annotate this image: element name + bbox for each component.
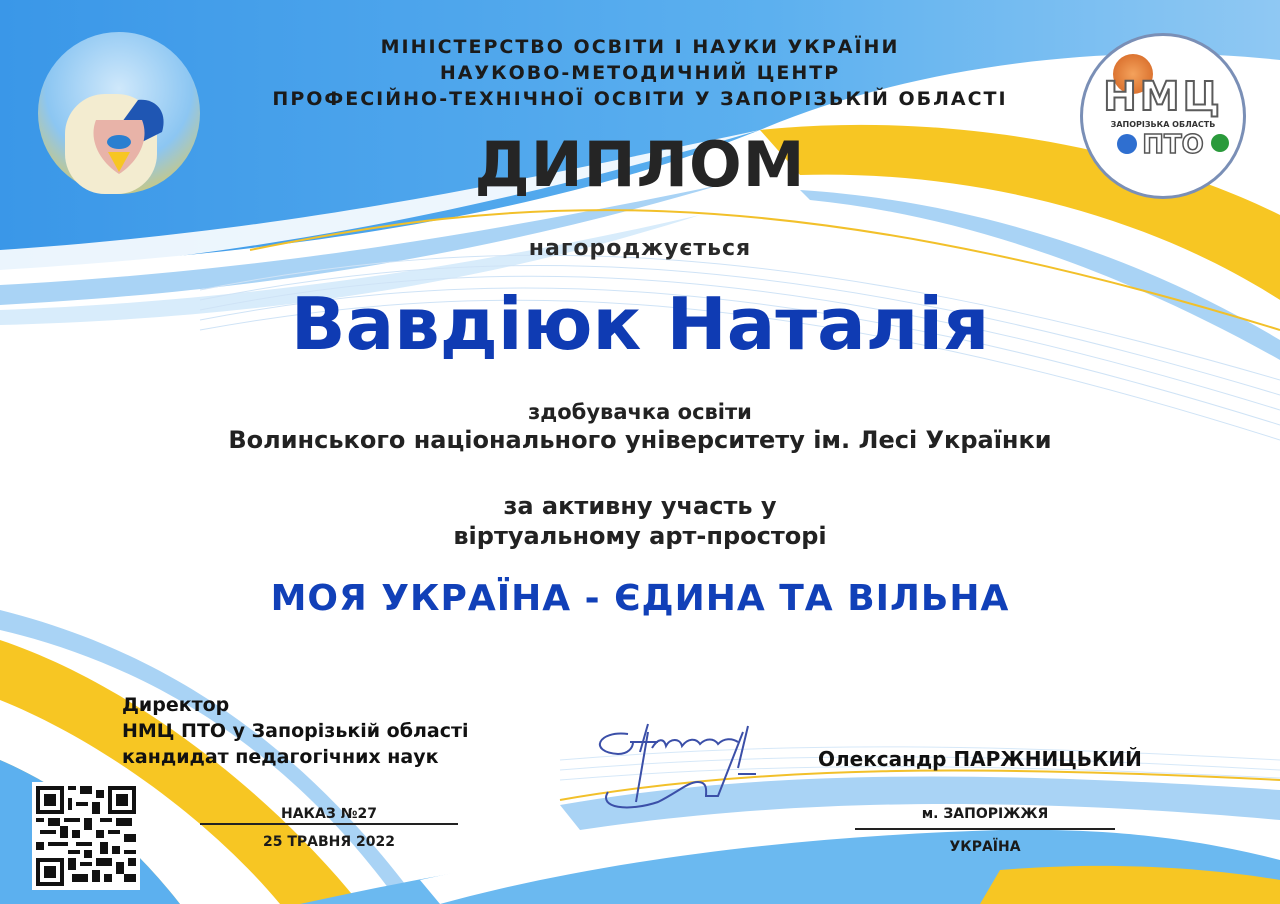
recipient-name: Вавдіюк Наталія	[290, 282, 990, 366]
ministry-header	[0, 34, 1280, 112]
event-title: МОЯ УКРАЇНА - ЄДИНА ТА ВІЛЬНА	[270, 578, 1010, 619]
country: УКРАЇНА	[949, 839, 1021, 855]
header-line-1: МІНІСТЕРСТВО ОСВІТИ І НАУКИ УКРАЇНИ	[380, 36, 900, 58]
signatory-org: НМЦ ПТО у Запорізькій області	[122, 720, 469, 742]
diploma-title: ДИПЛОМ	[474, 128, 806, 201]
signatory-name: Олександр ПАРЖНИЦЬКИЙ	[818, 747, 1142, 771]
logo-region-text: ЗАПОРІЗЬКА ОБЛАСТЬ	[1110, 120, 1216, 129]
awarded-label: нагороджується	[528, 236, 752, 261]
place-divider	[855, 828, 1115, 830]
signatory-degree: кандидат педагогічних наук	[122, 746, 439, 768]
header-line-3: ПРОФЕСІЙНО-ТЕХНІЧНОЇ ОСВІТИ У ЗАПОРІЗЬКІЙ ОБЛАСТІ	[272, 88, 1008, 110]
city: м. ЗАПОРІЖЖЯ	[921, 806, 1049, 822]
handwritten-signature	[588, 712, 768, 818]
header-line-2: НАУКОВО-МЕТОДИЧНИЙ ЦЕНТР	[439, 62, 841, 84]
order-date: 25 ТРАВНЯ 2022	[262, 834, 395, 850]
qr-code[interactable]	[32, 782, 140, 890]
institution: Волинського національного університету ім. Лесі Українки	[228, 426, 1052, 454]
signatory-info	[122, 692, 469, 770]
reason-line-2: віртуальному арт-просторі	[453, 522, 827, 550]
logo-sub-text: ПТО	[1142, 130, 1204, 160]
logo-main-text: НМЦ	[1103, 74, 1223, 120]
reason-line-1: за активну участь у	[503, 492, 777, 520]
order-divider	[200, 823, 458, 825]
signatory-position: Директор	[122, 694, 230, 716]
order-number: НАКАЗ №27	[281, 806, 377, 822]
recipient-role: здобувачка освіти	[528, 400, 752, 424]
